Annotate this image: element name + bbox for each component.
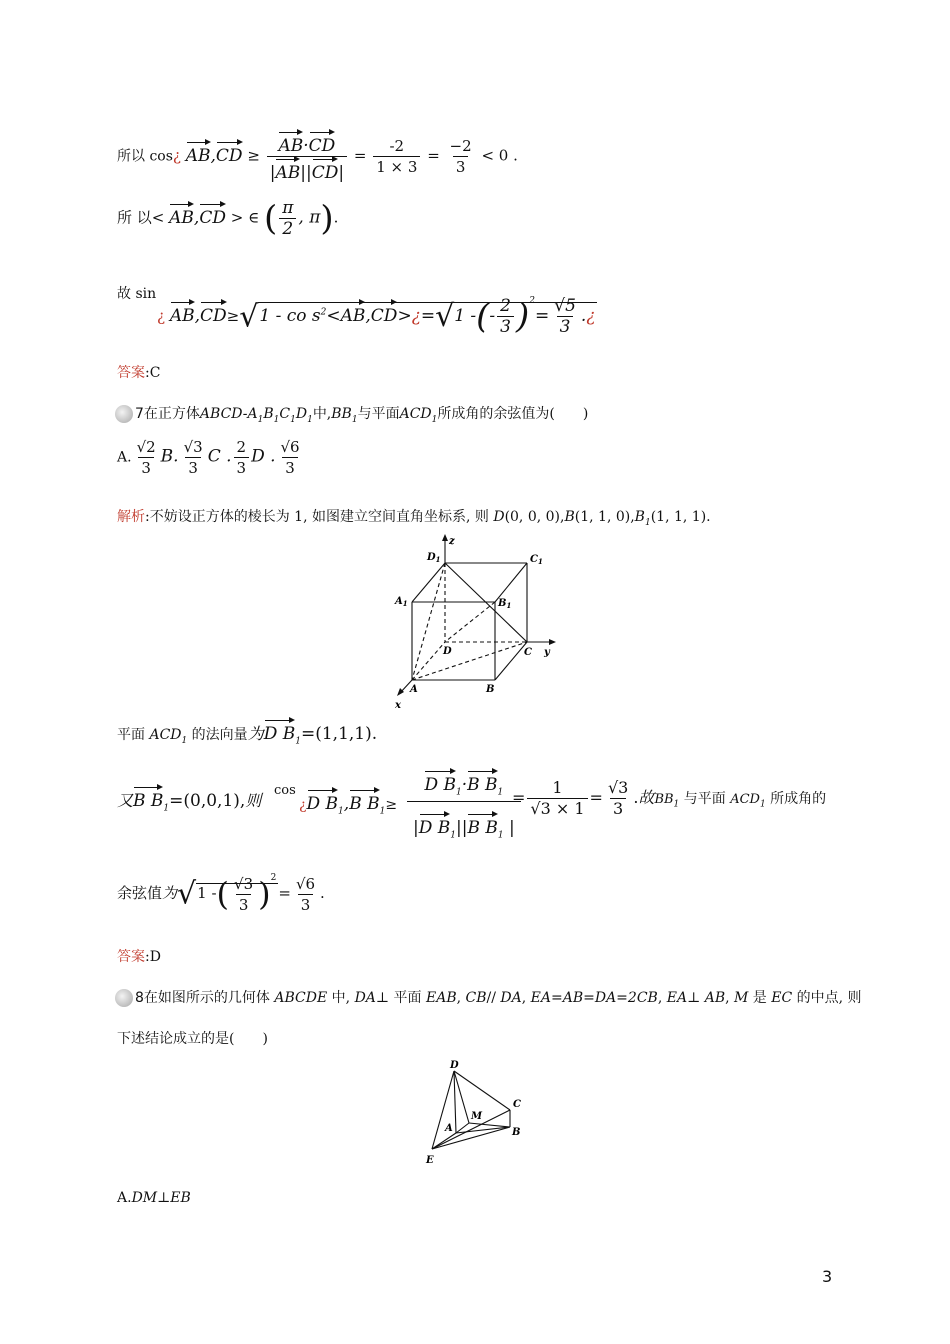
option-b-num: √3 [183,438,203,456]
normal-vector-line [117,718,377,746]
range-prefix: 所 以< [117,208,165,227]
denominator: 1 × 3 [373,156,420,177]
comma: , [194,306,201,326]
vector-ab: AB [278,130,303,156]
garbled-char: ¿ [157,307,166,325]
denominator: 3 [557,316,574,337]
q7-text: 所成角的余弦值为( ) [437,406,589,422]
garbled-char: ¿ [299,797,307,813]
equals: = [512,788,526,807]
vector-cd: CD [199,202,226,228]
vector-ab: AB [169,202,194,228]
vector-bb1: B B [467,769,497,795]
text: 则 [245,791,262,810]
abs-bar: | [269,163,276,183]
cos-line [117,130,518,183]
seg: EA [666,990,688,1006]
sin-prefix: 故 sin [117,286,157,302]
q7-text: 在正方体 [143,406,200,422]
segment-bb1: $BB_1$ [654,792,680,810]
numerator: √3 [607,778,629,797]
ge-sign: ≥ [385,797,398,813]
vector-bb1: B B [349,788,379,814]
numerator: −2 [449,137,472,155]
text: 又 [117,791,134,810]
option-b-den: 3 [185,457,201,478]
text: 与平面 [679,791,731,807]
option-expression: DM⊥EB [131,1190,191,1206]
vector-ab: AB [186,140,211,166]
text: , [521,990,531,1006]
angle-range-line: 所 以< AB,CD > ∈ ( $\frac{\pi}{2}$ , π). [117,198,339,239]
text: 为 [162,884,178,902]
vector-ab: AB [341,300,366,326]
subscript: 1 [450,830,456,841]
equals: = [589,788,603,807]
less-than-zero: < 0 . [481,146,518,165]
q7-text: 中, [312,406,332,422]
denominator: 3 [298,894,314,915]
dot: . [580,306,587,326]
garbled-char: ¿ [586,306,596,326]
numerator: √5 [554,296,576,316]
denominator: √3 × 1 [527,798,587,819]
solid-figure [420,1055,530,1167]
segment-bb1: $BB_1$ [331,406,358,425]
dot: · [303,136,309,156]
vector-cd: CD [200,300,227,326]
numerator: √3 [234,874,254,893]
period: . [333,208,339,227]
gt: > [397,306,412,326]
solid-name: ABCDE [274,990,328,1006]
option-d-num: √6 [280,438,300,456]
text: 的中点, 则 [792,990,862,1006]
denominator: 3 [497,316,514,337]
option-c-label: C . [207,446,232,467]
text: ⊥ [687,990,705,1006]
ge-sign: ≥ [226,307,240,325]
equation: EA=AB=DA=2CB [530,990,658,1006]
answer-value: :D [145,949,161,965]
option-c-den: 3 [234,457,250,478]
vertex-c: C [524,647,532,658]
answer-c [117,362,160,382]
axis-y-label: y [544,647,550,658]
q7-text: 与平面 [357,406,400,422]
vector-bb1: B B [467,812,497,838]
seg: EC [771,990,793,1006]
seg: DA [354,990,376,1006]
question-bullet-icon [115,989,133,1007]
question-8 [115,987,862,1007]
text: 中, [327,990,355,1006]
option-a-num: √2 [136,438,156,456]
numerator: -2 [389,137,405,155]
vector-bb1: B B [133,785,163,811]
vector-db1: D B [424,769,456,795]
text: , [657,990,667,1006]
subscript: 1 [379,806,386,817]
vertex-b: B [512,1127,521,1138]
vertex-e: E [426,1155,434,1166]
period: . [320,884,325,902]
text: , [725,990,735,1006]
vertex-d1: $D_1$ [427,552,441,564]
denominator: 3 [610,798,626,819]
point-b: B [564,509,575,525]
option-b-label: B. [160,446,179,467]
vertex-a: A [410,684,418,695]
numerator: 2 [500,296,511,316]
vertex-d: D [450,1060,459,1071]
analysis-line [117,506,711,528]
vertex-b: B [486,684,495,695]
vertex-c1: $C_1$ [530,554,543,566]
vector-db1: D B [419,812,451,838]
garbled-char: ¿ [411,306,421,326]
equals: = [353,146,367,165]
two: 2 [279,218,296,239]
seg: CB [465,990,487,1006]
vertex-d: D [443,646,452,657]
one-minus: 1 - [454,306,477,326]
one-minus: 1 - [197,884,217,902]
cos-text: cos [274,783,296,798]
subscript: 1 [497,830,504,841]
plane-acd1: $ACD_1$ [730,792,766,810]
vector-cd: CD [309,130,336,156]
comma: , [193,207,200,228]
point-b1: $B_1$ [634,509,651,528]
point-d: D [493,509,505,525]
vertex-b1: $B_1$ [498,598,512,610]
cos-prefix: 所以 cos [117,148,173,165]
q8-option-a [117,1190,191,1206]
equals: = [535,306,550,326]
cos-garbled: ¿ [172,146,181,165]
vector-cd: CD [312,157,339,183]
subscript: 1 [295,736,301,747]
subscript: 1 [456,787,462,798]
equals: = [420,306,436,326]
text: // [486,990,501,1006]
option-label: A. [117,1190,132,1206]
cos-fraction: D $B_1\cdot B$ $B_1$ |D $B_1||B$ $B_1$ | [407,765,521,841]
numerator: √6 [295,874,316,893]
seg: AB [704,990,726,1006]
radicand: 1 - co $s^2<AB,CD>¿=√1$ -(- $\frac{2}{3}$ )$^2$= $\frac{√5}{3}$ .¿ [259,296,596,337]
pi-upper: , π [298,207,321,228]
point-b-coord: (1, 1, 0), [574,509,635,525]
vector-cd: CD [371,300,398,326]
solid-name: ABCD-$A_1B_1C_1D_1$ [199,406,313,425]
point-m: M [471,1111,483,1122]
fraction-minus2-over-3 [447,136,475,177]
vertex-a1: $A_1$ [395,596,408,608]
plane-acd1: $ACD_1$ [399,406,438,425]
analysis-label: 解析 [117,509,145,525]
text: 平面 [117,727,150,743]
text: 是 [748,990,772,1006]
q7-options [117,437,305,478]
dot: · [461,775,468,795]
vector-db1: D B [264,718,296,744]
text: ⊥ 平面 [375,990,426,1006]
abs-bar: | [338,163,345,183]
answer-label: 答案 [117,365,145,381]
denominator: 3 [236,894,252,915]
text: 的法向量 [187,727,248,743]
period: . [633,788,639,807]
cos-fraction [267,130,347,183]
analysis-text: :不妨设正方体的棱长为 1, 如图建立空间直角坐标系, 则 [145,509,494,525]
vertex-c: C [513,1099,521,1110]
square: 2 [270,873,277,883]
radicand: 1 -( $\frac{√3}{3}$ )$^2$ [197,873,277,914]
pi: π [282,198,294,218]
abs-bar: || [300,163,312,183]
plane: EAB [425,990,457,1006]
answer-d [117,946,161,966]
denominator: 3 [453,156,469,177]
answer-value: :C [145,365,161,381]
neg: - [489,306,496,326]
comma: , [343,794,350,814]
lt: < [326,306,341,326]
point-b1-coord: (1, 1, 1). [650,509,711,525]
option-d-den: 3 [282,457,298,478]
text: 为 [247,724,264,743]
question-bullet-icon [115,405,133,423]
fraction-minus2-over-1x3 [373,136,420,177]
question-number: 8 [135,990,144,1006]
comma: , [210,145,216,166]
vector-value: =(1,1,1). [300,724,378,744]
subscript: 1 [497,787,504,798]
axis-z-label: z [449,536,455,547]
square: 2 [320,307,327,318]
question-8-line2: 下述结论成立的是( ) [117,1031,268,1047]
seg: DA [500,990,522,1006]
equals: = [278,884,291,902]
vector-ab: AB [170,300,195,326]
answer-label: 答案 [117,949,145,965]
equals: = [427,146,440,165]
vector-db1: D B [307,788,339,814]
square: 2 [529,296,535,306]
axis-x-label: x [395,700,401,711]
text: 故 [638,788,655,807]
page-number: 3 [822,1267,833,1286]
comma: , [365,306,371,326]
question-7 [115,403,588,425]
option-c-num: 2 [236,438,247,456]
one-minus-cos: 1 - co s [259,306,321,326]
text: 余弦值 [117,884,163,902]
ge-sign: ≥ [247,146,260,165]
plane-acd1: $ACD_1$ [149,727,188,746]
text: 在如图所示的几何体 [143,990,275,1006]
option-a-den: 3 [138,457,154,478]
subscript: 1 [338,806,344,817]
option-d-label: D . [251,446,276,467]
option-a-label: A. [117,449,132,466]
vector-ab: AB [275,157,300,183]
numerator: 1 [552,778,563,797]
vertex-a: A [445,1123,453,1134]
cube-figure [390,530,570,712]
element-of: > ∈ [230,208,260,227]
vector-cd: CD [216,140,243,166]
cosine-value-line: 余弦值为√1 -( $\frac{√3}{3}$ )$^2$= $\frac{√6}{3}$ . [117,873,325,914]
question-number: 7 [135,406,144,422]
vector-value: =(0,0,1), [169,791,246,811]
point-d-coord: (0, 0, 0), [504,509,565,525]
point: M [734,990,749,1006]
text: , [456,990,466,1006]
text: 所成角的 [765,791,827,807]
subscript: 1 [163,803,170,814]
